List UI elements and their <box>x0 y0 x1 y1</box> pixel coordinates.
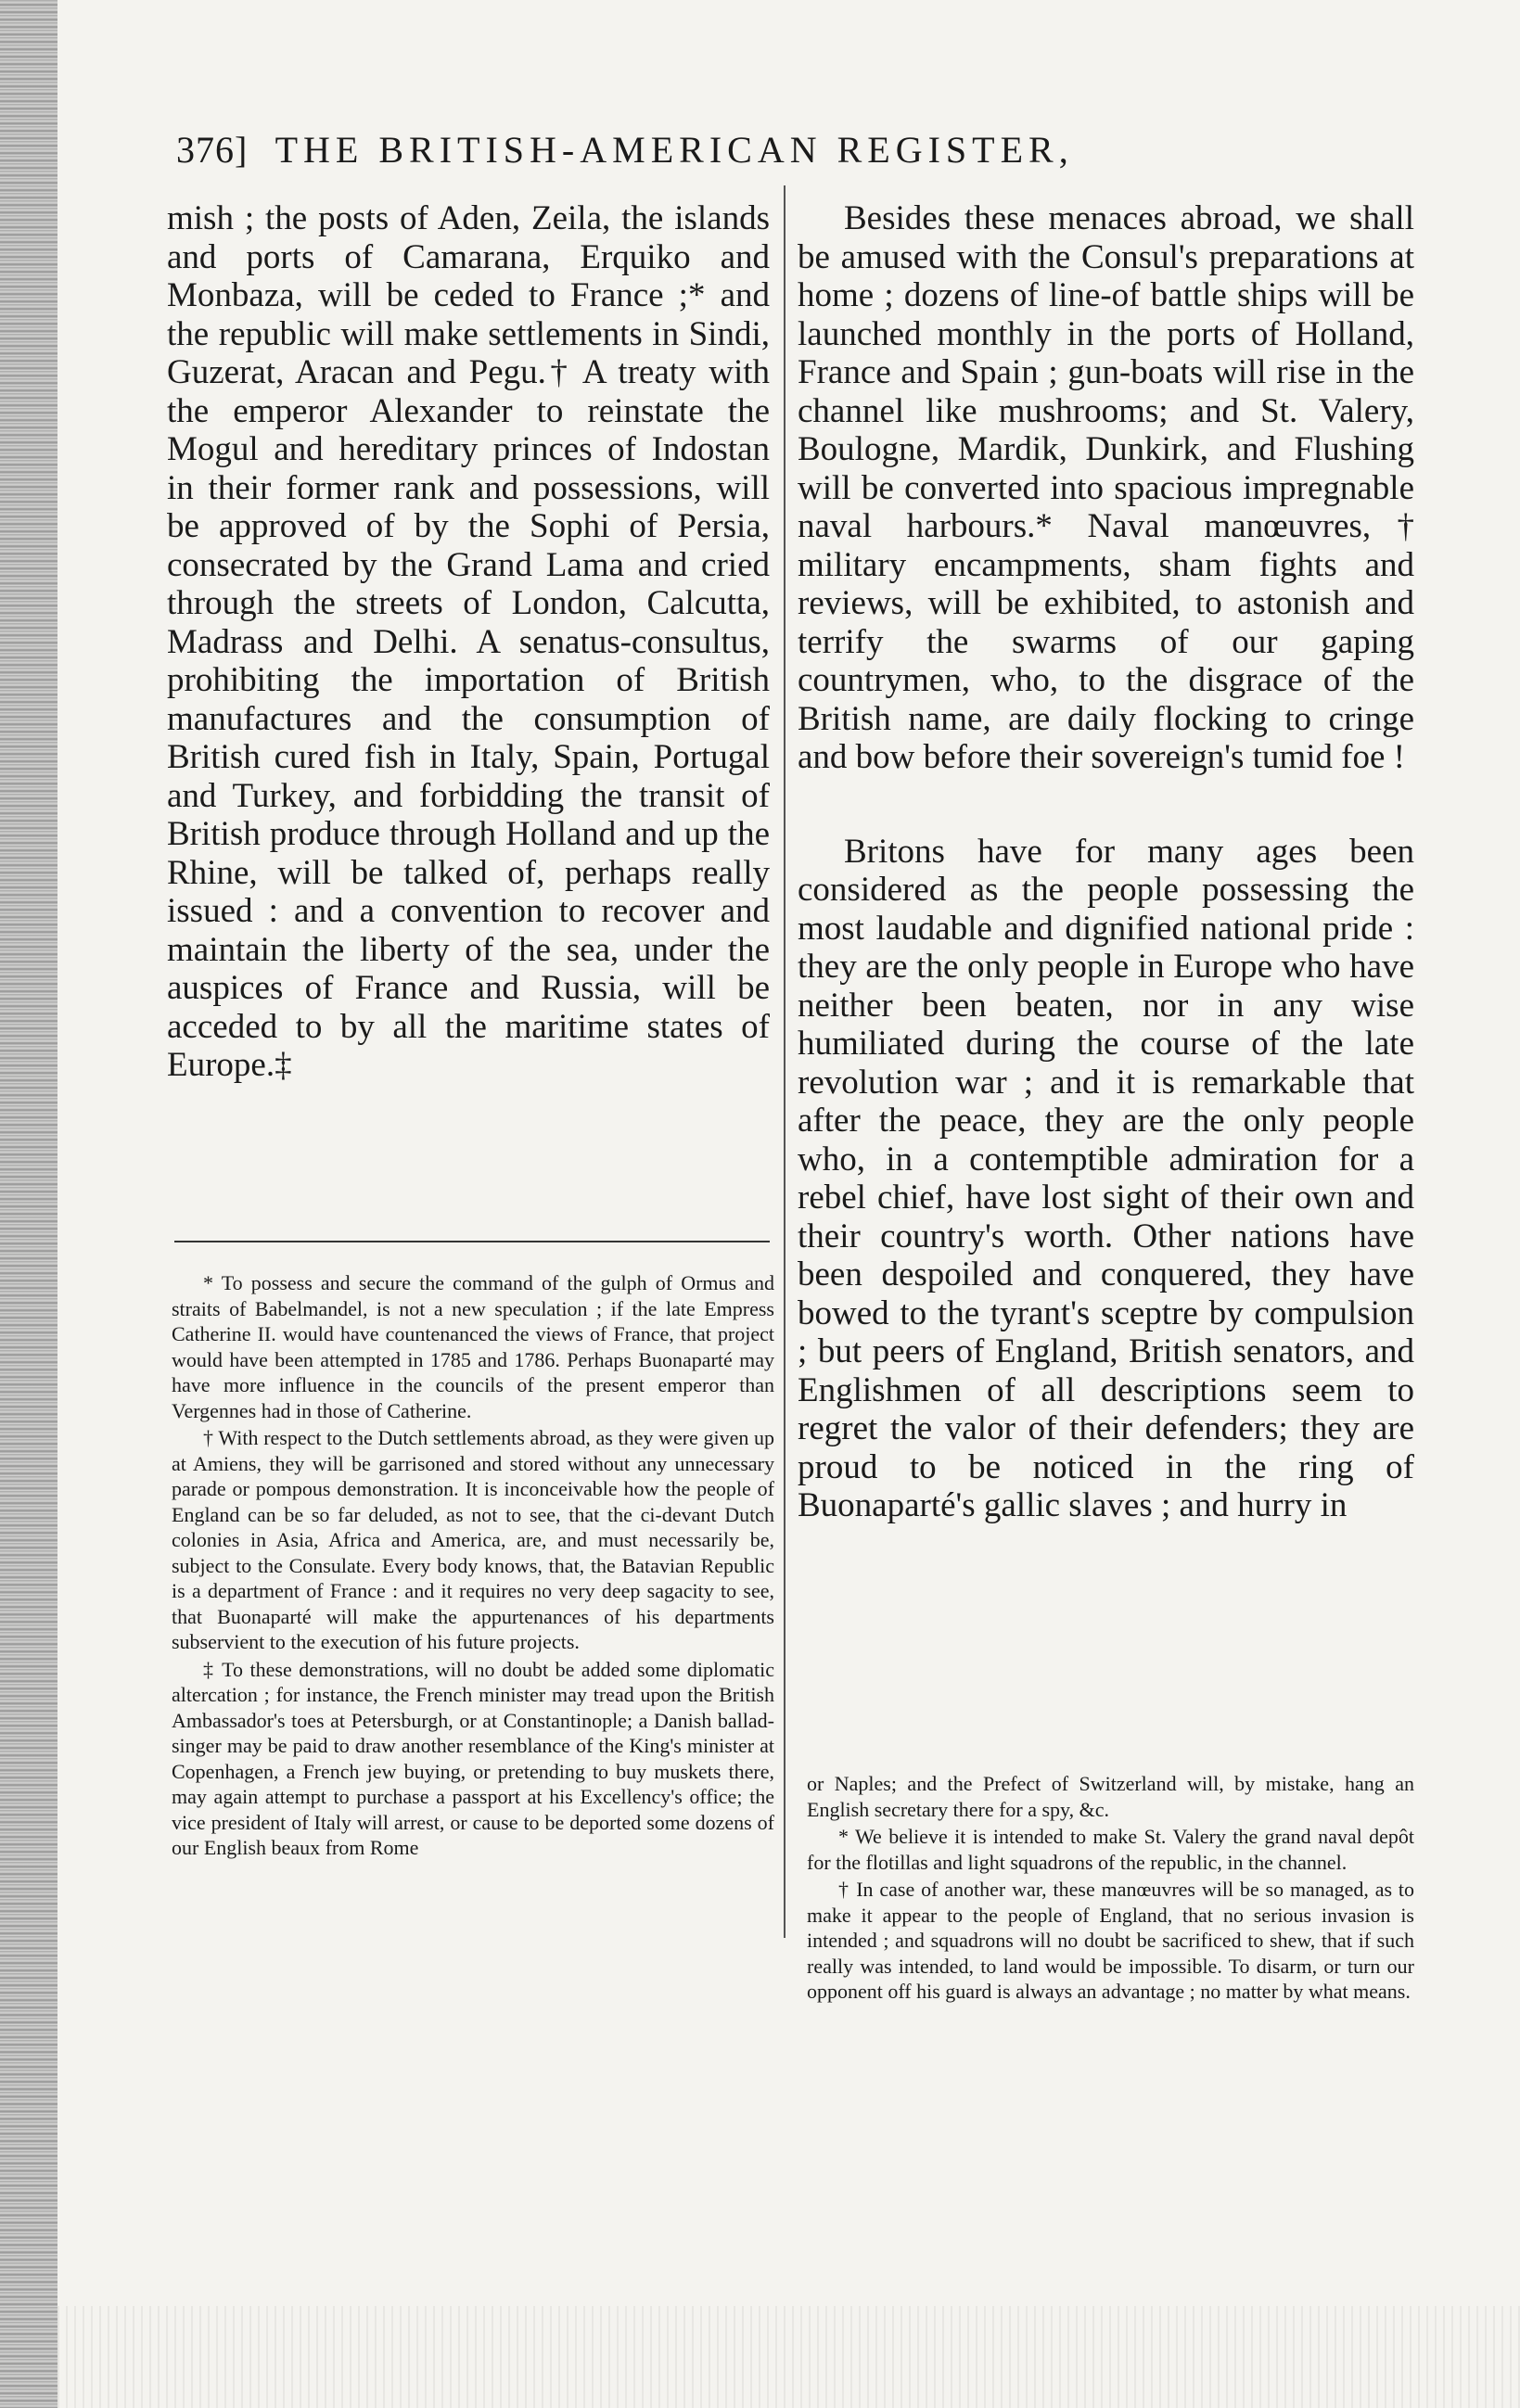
right-column <box>798 199 1414 1525</box>
footnote-star-right: * We believe it is intended to make St. Valery the grand naval depôt for the flotillas and light squadrons of the republic, in the channel. <box>807 1825 1414 1874</box>
footnote-double-dagger: ‡ To these demonstrations, will no doubt be added some diplomatic altercation ; for instance, the French minister may tread upon the British Ambassador's toes at Petersburgh, or at Constantinople; a Danish ballad-singer may be paid to draw another resemblance of the King's minister at Copenhagen, a French jew buying, or pretending to buy muskets there, may again attempt to purchase a passport at his Excellency's office; the vice president of Italy will arrest, or cause to be deported some dozens of our English beaux from Rome <box>172 1657 774 1859</box>
page-scan-noise <box>57 2306 1520 2408</box>
right-footnotes <box>807 1771 1414 2007</box>
left-body-paragraph: mish ; the posts of Aden, Zeila, the islands and ports of Camarana, Erquiko and Monbaza, will be ceded to France ;* and the republic will make settlements in Sindi, Guzerat, Aracan and Pegu.† A treaty with the emperor Alexander to reinstate the Mogul and hereditary princes of Indostan in their former rank and possessions, will be approved of by the Sophi of Persia, consecrated by the Grand Lama and cried through the streets of London, Calcutta, Madrass and Delhi. A senatus-consultus, prohibiting the importation of British manufactures and the consumption of British cured fish in Italy, Spain, Portugal and Turkey, and forbidding the transit of British produce through Holland and up the Rhine, will be talked of, perhaps really issued : and a convention to recover and maintain the liberty of the sea, under the auspices of France and Russia, will be acceded to by all the maritime states of Europe.‡ <box>167 199 770 1084</box>
left-footnotes <box>172 1270 774 1863</box>
right-body-paragraph-2: Britons have for many ages been considered as the people possessing the most laudable and dignified national pride : they are the only people in Europe who have neither been beaten, nor in any wise humiliated during the course of the late revolution war ; and it is remarkable that after the peace, they are the only people who, in a contemptible admiration for a rebel chief, have lost sight of their own and their country's worth. Other nations have been despoiled and conquered, they have bowed to the tyrant's sceptre by compulsion ; but peers of England, British senators, and Englishmen of all descriptions seem to regret the valor of their defenders; they are proud to be noticed in the ring of Buonaparté's gallic slaves ; and hurry in <box>798 832 1414 1524</box>
left-column <box>167 199 770 1085</box>
footnote-dagger: † With respect to the Dutch settlements abroad, as they were given up at Amiens, they will be garrisoned and stored without any unnecessary parade or pompous demonstration. It is inconceivable how the people of England can be so far deluded, as not to see, that the ci-devant Dutch colonies in Asia, Africa and America, are, and must necessarily be, subject to the Consulate. Every body knows, that, the Batavian Republic is a department of France : and it requires no very deep sagacity to see, that Buonaparté will make the appurtenances of his departments subservient to the execution of his future projects. <box>172 1426 774 1653</box>
journal-title: THE BRITISH-AMERICAN REGISTER, <box>275 129 1074 171</box>
footnote-star: * To possess and secure the command of the gulph of Ormus and straits of Babelmandel, is not a new speculation ; if the late Empress Catherine II. would have countenanced the views of France, that project would have been attempted in 1785 and 1786. Perhaps Buonaparté may have more influence in the councils of the present emperor than Vergennes had in those of Catherine. <box>172 1271 774 1422</box>
running-header <box>176 128 1428 172</box>
right-body-paragraph-1: Besides these menaces abroad, we shall be amused with the Consul's preparations at home ; dozens of line-of battle ships will be launched monthly in the ports of Holland, France and Spain ; gun-boats will rise in the channel like mushrooms; and St. Valery, Boulogne, Mardik, Dunkirk, and Flushing will be converted into spacious impregnable naval harbours.* Naval manœuvres,† military encampments, sham fights and reviews, will be exhibited, to astonish and terrify the swarms of our gaping countrymen, who, to the disgrace of the British name, are daily flocking to cringe and bow before their sovereign's tumid foe ! <box>798 199 1414 776</box>
column-divider <box>784 185 786 1938</box>
footnote-rule <box>174 1241 770 1242</box>
page-number: 376] <box>176 129 249 171</box>
book-binding-edge <box>0 0 57 2408</box>
footnote-dagger-right: † In case of another war, these manœuvres will be so managed, as to make it appear to the people of England, that no serious invasion is intended ; and squadrons will no doubt be sacrificed to shew, that if such really was intended, to land would be impossible. To disarm, or turn our opponent off his guard is always an advantage ; no matter by what means. <box>807 1878 1414 2003</box>
footnote-continuation: or Naples; and the Prefect of Switzerland will, by mistake, hang an English secretary there for a spy, &c. <box>807 1772 1414 1821</box>
